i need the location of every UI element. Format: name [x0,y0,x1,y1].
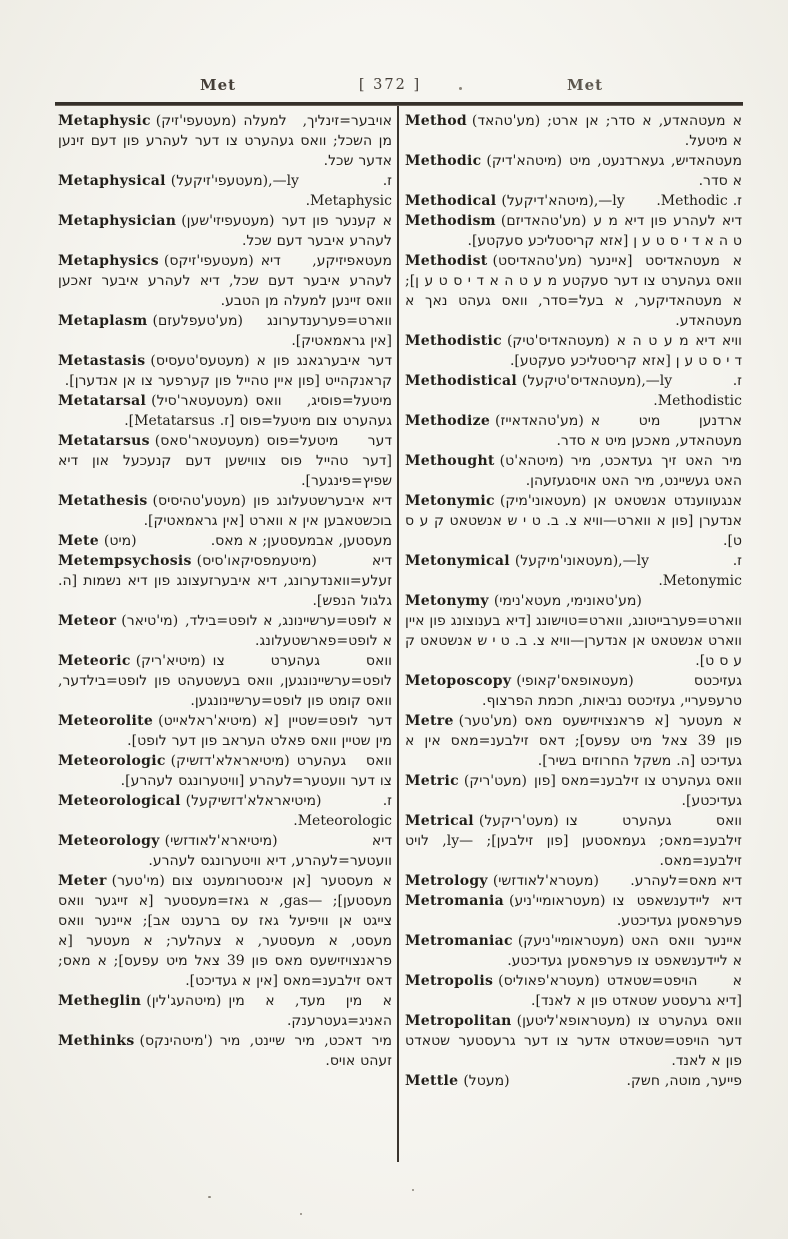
headword-pronunciation: (מיטהא'דיק) [481,153,563,169]
dictionary-entry [405,251,742,331]
dictionary-entry [405,451,742,491]
headword-suffix: ,—ly [593,193,625,209]
headword-latin: Metonymic [405,493,495,509]
scan-speck [459,87,462,90]
headword-pronunciation: (מיטיאראלא'דזשיקעל) [180,793,322,809]
dictionary-entry [58,551,392,611]
headword-pronunciation: (מיט) [98,533,137,549]
headword-latin: Mettle [405,1073,459,1089]
entry-headword [405,491,586,511]
headword-latin: Metric [405,773,459,789]
headword-pronunciation: (מיטהינקס') [134,1033,213,1049]
headword-pronunciation: (מע'טאונימי, מעטא'נימי) [488,593,642,609]
headword-latin: Metatarsus [58,433,150,449]
headword-latin: Metaphysical [58,173,166,189]
headword-pronunciation: (מעטעטאר'סיל) [146,393,249,409]
entry-headword [58,791,321,811]
entry-definition: דיא זעלע=וואנדערונג, דיא איבערזעצונג פון דיא נשמות [ה. גלגול הנפש]. [58,553,392,609]
running-head-right: Met [567,76,604,94]
entry-headword [405,971,600,991]
entry-definition: ארדנען מיט א מעטהאדע, מאכען מיט א סדר. [556,413,742,449]
headword-pronunciation: (מעטאופאס'קאופי) [511,673,634,689]
entry-definition: וויא דיא מ ע ט ה א ד י ס ט ע ן [אזא קריסטליכע סעקטע]. [509,333,742,369]
headword-pronunciation: (מעטרא'פאוליס) [493,973,600,989]
entry-definition: אנגעווענדט אנשטאט אן אנדערן [פון א ווארט—וויא צ. ב. ט י ש אנשטאט ק ע ס ט]. [405,493,742,549]
entry-headword [58,171,299,191]
headword-latin: Method [405,113,467,129]
entry-headword [405,211,586,231]
entry-definition: א הויפט=שטאדט [דיא גרעסטע שטאדט פון א לאנד]. [531,973,742,1009]
entry-definition: מעסטען, אבמעסטען; א מאס. [210,533,392,549]
entry-headword [405,931,624,951]
headword-pronunciation: (מע'טהאדיסט) [487,253,583,269]
headword-pronunciation: (מעטל) [458,1073,510,1089]
entry-headword [405,411,584,431]
entry-definition: מיטעל=פוסיג, וואס געהערט צום מיטעל=פוס [ז. Metatarsus]. [124,393,392,429]
dictionary-entry [405,1011,742,1071]
dictionary-entry [405,551,742,591]
headword-latin: Metrology [405,873,488,889]
dictionary-entry [58,651,392,711]
headword-latin: Metromania [405,893,505,909]
scan-speck [412,1189,414,1191]
entry-headword [58,991,221,1011]
dictionary-entry [405,1071,742,1091]
headword-pronunciation: (מעטעפי'זיק) [150,113,237,129]
dictionary-entry [58,791,392,831]
headword-suffix: ,—ly [618,553,650,569]
entry-definition: א קענער פון דער לעהרע איבער דעם שכל. [241,213,392,249]
dictionary-entry [58,391,392,431]
headword-pronunciation: (מע'טער) [453,713,518,729]
entry-definition: וואס געהערט צו זילבענ=מאס [פון געדיכטע]. [533,773,742,809]
headword-pronunciation: (מעטעפיזי'שען) [176,213,275,229]
dictionary-entry [405,811,742,871]
headword-latin: Metromaniac [405,933,513,949]
entry-headword [58,251,254,271]
headword-pronunciation: (מיטעמפסיקאו'סיס) [191,553,317,569]
headword-latin: Methought [405,453,495,469]
headword-pronunciation: (מעטעפי'זיקס) [158,253,254,269]
dictionary-entry [58,991,392,1031]
entry-definition: וואס געהערט צו לופט=ערשיינונגען, וואס בעשטעהט פון לופט=בילדער, וואס קומט פון לופט=ערשיינונגען. [58,653,392,709]
headword-latin: Methodic [405,153,482,169]
dictionary-entry [58,1031,392,1071]
entry-definition: פייער, מוטה, חשק. [626,1073,742,1089]
headword-latin: Meteorological [58,793,181,809]
entry-definition: וואס געהערט צו זילבענ=מאס; געמאסטען [פון זילבען]; —ly, לויט זילבענ=מאס. [405,813,743,869]
headword-pronunciation: (מעטעס'טעסיס) [145,353,250,369]
entry-definition: מיר האט זיך געדאכט, מיר האט געשיינט, מיר האט אויסגעזעהן. [525,453,742,489]
entry-headword [405,711,517,731]
entry-headword [405,1011,631,1031]
entry-headword [58,351,250,371]
entry-definition: ז. Metaphysic. [305,173,392,209]
headword-pronunciation: (מיטיא'ריק) [130,653,206,669]
entry-definition: ווארט=פערבייטונג, ווארט=טוישונג [דיא בענוצונג פון איין ווארט אנשטאט אן אנדערן—וויא צ. ב. ט י ש אנשטאט ק ע ס ט]. [405,613,742,669]
entry-definition: א מעטער [א פראנצויזישעס מאס פון 39 צאל מיט עפעס]; דאס זילבענ=מאס אין א געדיכט [ה. משקל החרוזים בשיר]. [405,713,742,769]
headword-pronunciation: (מע'טהאדאייז) [490,413,584,429]
dictionary-entry [405,371,742,411]
headword-pronunciation: (מי'טיאר) [116,613,179,629]
dictionary-entry [58,431,392,491]
headword-latin: Metre [405,713,454,729]
dictionary-entry [405,671,742,711]
dictionary-entry [58,491,392,531]
headword-latin: Metrical [405,813,474,829]
column-divider-rule [397,106,399,1162]
headword-pronunciation: (מעטאוני'מיק) [494,493,587,509]
headword-pronunciation: (מע'טהאדיזם) [495,213,587,229]
entry-definition: מעטהאדיש, געארדנעט, מיט א סדר. [569,153,742,189]
dictionary-entry [405,591,742,671]
entry-headword [58,751,290,771]
entry-definition: מיר דאכט, מיר שיינט, מיר זעהט אויס. [219,1033,392,1069]
headword-latin: Methodist [405,253,488,269]
dictionary-column-right [405,111,742,1091]
dictionary-entry [58,171,392,211]
entry-definition: דיא וועטער=לעהרע, דיא וויטערונגס לעהרע. [148,833,392,869]
dictionary-entry [405,931,742,971]
entry-definition: וואס געהערט צו דער הויפט=שטאדט אדער צו דער גרעסטער שטאדט פון א לאנד. [405,1013,742,1069]
scan-speck [208,1196,211,1198]
headword-pronunciation: (מעטראופא'ליטען) [511,1013,631,1029]
entry-definition: וואס געהערט צו דער וועטער=לעהרע [וויטערונגס לעהרע]. [120,753,392,789]
entry-headword [58,871,165,891]
entry-headword [58,111,236,131]
dictionary-entry [405,891,742,931]
entry-headword [405,371,672,391]
dictionary-entry [58,611,392,651]
dictionary-entry [405,111,742,151]
headword-pronunciation: (מעטהאדיס'טיקעל) [516,373,642,389]
entry-headword [58,311,243,331]
dictionary-entry [58,831,392,871]
dictionary-entry [405,971,742,1011]
dictionary-entry [405,191,742,211]
dictionary-entry [58,211,392,251]
dictionary-entry [405,491,742,551]
entry-headword [405,891,605,911]
headword-pronunciation: (מעטראומיי'ניע) [504,893,606,909]
headword-pronunciation: (מעטעפי'זיקעל) [165,173,269,189]
headword-latin: Metoposcopy [405,673,512,689]
dictionary-entry [405,331,742,371]
headword-latin: Metempsychosis [58,553,192,569]
headword-latin: Metastasis [58,353,146,369]
headword-pronunciation: (מע'טעפלעזם) [147,313,243,329]
entry-headword [58,431,260,451]
headword-latin: Meteorologic [58,753,166,769]
header-rule [55,102,743,106]
dictionary-entry [58,251,392,311]
entry-headword [405,671,634,691]
headword-latin: Mete [58,533,99,549]
dictionary-entry [58,751,392,791]
headword-pronunciation: (מיטיארא'לאודזשי) [159,833,278,849]
entry-headword [405,451,564,471]
dictionary-entry [58,871,392,991]
entry-definition: א מעטהאדיסט [איינער וואס געהערט צו דער סעקטע מ ע ט ה א ד י ס ט ע ן]; א מעטהאדיקער, א בעל=סדר, וואס געהט נאך א מעטהאדע. [405,253,742,329]
entry-definition: ווארט=פערענדערונג [אין גראמאטיק]. [267,313,392,349]
headword-latin: Methodism [405,213,496,229]
headword-pronunciation: (מיטהא'ט) [494,453,564,469]
headword-latin: Meteorology [58,833,160,849]
headword-suffix: ,—ly [268,173,299,189]
headword-latin: Metropolitan [405,1013,512,1029]
headword-pronunciation: (מעטרא'לאודזשי) [487,873,599,889]
headword-latin: Metaphysician [58,213,177,229]
headword-latin: Meteor [58,613,117,629]
entry-definition: דיא ליידענשאפט צו פערפאסען געדיכטע. [612,893,742,929]
headword-latin: Methodize [405,413,491,429]
headword-latin: Meteorolite [58,713,154,729]
entry-definition: דיא מאס=לעהרע. [630,873,742,889]
running-head-left: Met [200,76,237,94]
headword-pronunciation: (מע'טהאד) [466,113,541,129]
headword-pronunciation: (מעטראומיי'ניעק) [512,933,625,949]
entry-headword [405,151,562,171]
entry-definition: ז. Methodic. [656,193,742,209]
headword-latin: Metaphysic [58,113,151,129]
headword-latin: Metheglin [58,993,142,1009]
dictionary-entry [405,151,742,191]
headword-latin: Metonymy [405,593,489,609]
page-number: [ 372 ] [358,77,422,93]
dictionary-entry [405,771,742,811]
entry-headword [405,1071,510,1091]
entry-headword [405,111,540,131]
scan-speck [300,1213,302,1215]
headword-latin: Metropolis [405,973,494,989]
entry-definition: דער איבערגאנג פון א קראנקהייט [פון איין טהייל פון קערפער צו אן אנדערן]. [64,353,392,389]
headword-pronunciation: (מיטיא'ראלאייט) [153,713,258,729]
headword-latin: Meter [58,873,107,889]
entry-headword [58,611,178,631]
headword-latin: Methinks [58,1033,135,1049]
entry-headword [405,551,649,571]
headword-latin: Meteoric [58,653,131,669]
entry-definition: ז. Metonymic. [658,553,742,589]
entry-headword [58,1031,213,1051]
entry-headword [405,771,527,791]
entry-definition: מעטאפיזיקע, דיא לעהרע איבער דעם שכל, דיא לעהרע איבער זאכען וואס זיינען למעלה מן הטבע. [58,253,392,309]
entry-headword [58,491,246,511]
entry-headword [405,191,625,211]
entry-definition: דער מיטעל=פוס [דער טהייל פוס צווישען דעם קנעכעל און דיא שפיץ=פינגער]. [58,433,392,489]
entry-definition: איינער וואס האט א ליידענשאפט צו פערפאסען געדיכטע. [507,933,742,969]
headword-latin: Methodistical [405,373,517,389]
headword-latin: Metaphysics [58,253,159,269]
dictionary-entry [405,211,742,251]
headword-latin: Metatarsal [58,393,147,409]
dictionary-entry [405,411,742,451]
headword-latin: Methodistic [405,333,502,349]
headword-pronunciation: (מיטיאראלא'דזשיק) [165,753,290,769]
entry-headword [58,651,206,671]
entry-headword [405,251,582,271]
headword-latin: Metathesis [58,493,148,509]
headword-latin: Metonymical [405,553,510,569]
headword-pronunciation: (מעטעטאר'סאס) [149,433,260,449]
entry-definition: א מעסטער [אן אינסטרומענט צום מעסטען]; —gas, א גאז=מעסטער [א זייגער וואס צייגט אן וויפיעל גאז עס ברענט אב]; איינער וואס מעסט, א מעסטער, א צעהלער; א מעטער [א פראנצויזישעס מאס פון 39 צאל מיט עפעס]; א מאס; דאס זילבענ=מאס [אין א געדיכט]. [58,873,393,989]
headword-pronunciation: (מעטהאדיס'טיק) [502,333,610,349]
entry-definition: דער לופט=שטיין [א מין שטיין וואס פאלט העראב פון דער לופט]. [127,713,392,749]
headword-pronunciation: (מיטהא'דיקעל) [496,193,594,209]
dictionary-entry [58,711,392,751]
headword-pronunciation: (מעט'ריקעל) [473,813,559,829]
headword-pronunciation: (מעט'ריק) [458,773,527,789]
entry-headword [405,591,642,611]
headword-pronunciation: (מיטהעג'לין) [141,993,222,1009]
entry-headword [405,811,559,831]
dictionary-entry [405,711,742,771]
headword-suffix: ,—ly [641,373,673,389]
entry-headword [58,211,274,231]
entry-definition: געזיכטס טרעפעריי, געזיכטס נביאות, חכמת הפרצוף. [482,673,742,709]
headword-latin: Methodical [405,193,497,209]
headword-latin: Metaplasm [58,313,148,329]
entry-headword [405,331,610,351]
dictionary-entry [58,111,392,171]
entry-definition: א מעטהאדע, א סדר; אן ארט; א מיטעל. [547,113,742,149]
headword-pronunciation: (מי'טער) [106,873,165,889]
dictionary-entry [58,351,392,391]
entry-headword [58,391,249,411]
entry-headword [58,711,257,731]
entry-definition: דיא איבערשטעלונג פון בוכשטאבען אין א ווארט [אין גראמאטיק]. [143,493,392,529]
entry-definition: ז. Meteorologic. [293,793,392,829]
entry-headword [58,551,317,571]
headword-pronunciation: (מעטע'טהיסיס) [147,493,247,509]
entry-definition: א מין מעד, א מין האניג=געטרענק. [228,993,392,1029]
entry-headword [405,871,599,891]
dictionary-entry [405,871,742,891]
dictionary-entry [58,311,392,351]
dictionary-entry [58,531,392,551]
entry-definition: דיא לעהרע פון דיא מ ע ט ה א ד י ס ט ע ן [אזא קריסטליכע סעקטע]. [467,213,742,249]
entry-headword [58,831,278,851]
dictionary-column-left [58,111,392,1071]
entry-headword [58,531,137,551]
entry-definition: אויבער=זינליך, למעלה מן השכל; וואס געהערט צו דער לעהרע פון דעם זינען אדער שכל. [58,113,392,169]
entry-definition: א לופט=ערשיינונג, א לופט=בילד, א לופט=פארשטעלונג. [185,613,392,649]
headword-pronunciation: (מעטאוני'מיקעל) [509,553,619,569]
entry-definition: ז. Methodistic. [653,373,742,409]
